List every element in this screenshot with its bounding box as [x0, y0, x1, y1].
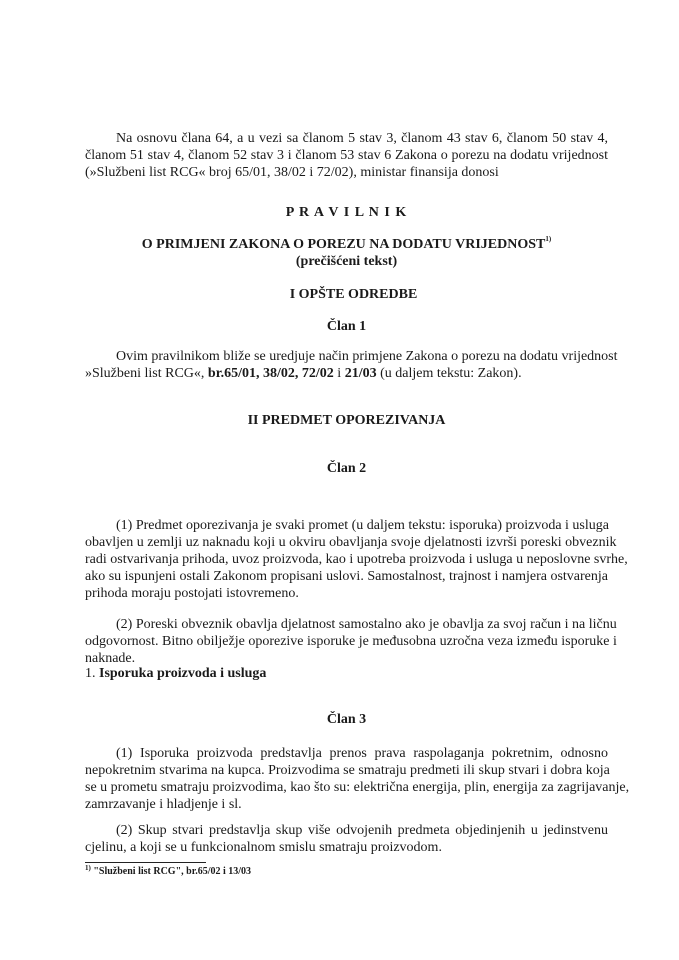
text-line	[85, 365, 608, 382]
text-segment: 21/03	[344, 366, 377, 381]
text-line: obavljen u zemlji uz naknadu koji u okviru obavljanja svoje djelatnosti izvrši poreski obveznik	[85, 535, 617, 550]
text-line: (1) Isporuka proizvoda predstavlja prenos prava raspolaganja pokretnim, odnosno	[116, 746, 608, 761]
text-line: (»Službeni list RCG« broj 65/01, 38/02 i 72/02), ministar finansija donosi	[85, 165, 499, 180]
text-segment: br.65/01, 38/02, 72/02	[207, 366, 334, 381]
document-title: P R A V I L N I K	[285, 205, 408, 220]
text-line: ako su ispunjeni ostali Zakonom propisani uslovi. Samostalnost, trajnost i namjera ostvarenja	[85, 569, 608, 584]
text-line: članom 51 stav 4, članom 52 stav 3 i članom 53 stav 6 Zakona o porezu na dodatu vrijednost	[85, 148, 608, 163]
subtitle-note: (prečišćeni tekst)	[295, 254, 398, 269]
article-heading-1: Član 1	[326, 319, 367, 334]
subsection-title: Isporuka proizvoda i usluga	[99, 666, 267, 681]
article-3-paragraph-2	[85, 822, 608, 856]
section-heading-1: I OPŠTE ODREDBE	[289, 287, 418, 302]
article-2-paragraph-2	[85, 616, 617, 667]
intro-paragraph	[85, 130, 608, 181]
subsection-number: 1.	[85, 666, 99, 681]
footnote-ref: 1)	[545, 235, 552, 243]
text-line: prihoda moraju postojati istovremeno.	[85, 586, 299, 601]
text-line: cjelinu, a koji se u funkcionalnom smislu smatraju proizvodom.	[85, 840, 442, 855]
text-line: odgovornost. Bitno obilježje oporezive isporuke je međusobna uzročna veza između isporuke i	[85, 634, 617, 649]
subtitle-text: O PRIMJENI ZAKONA O POREZU NA DODATU VRIJEDNOST	[141, 237, 546, 252]
text-line: (2) Poreski obveznik obavlja djelatnost samostalno ako je obavlja za svoj račun i na ličnu	[116, 617, 617, 632]
footnote-separator	[85, 862, 206, 863]
article-heading-2: Član 2	[326, 461, 367, 476]
text-line: Na osnovu člana 64, a u vezi sa članom 5 stav 3, članom 43 stav 6, članom 50 stav 4,	[116, 131, 608, 146]
footnote-mark: 1)	[85, 864, 91, 872]
article-3-paragraph-1	[85, 745, 630, 813]
article-heading-3: Član 3	[326, 712, 367, 727]
text-line: Ovim pravilnikom bliže se uredjuje način primjene Zakona o porezu na dodatu vrijednost	[116, 349, 618, 364]
text-line: zamrzavanje i hladjenje i sl.	[85, 797, 242, 812]
footnote-text: "Službeni list RCG", br.65/02 i 13/03	[90, 866, 252, 877]
text-line: (2) Skup stvari predstavlja skup više odvojenih predmeta objedinjenih u jedinstvenu	[116, 823, 608, 838]
text-line: se u prometu smatraju proizvodima, kao što su: električna energija, plin, energija za zagrijavanje,	[85, 780, 630, 795]
section-heading-2: II PREDMET OPOREZIVANJA	[247, 413, 446, 428]
text-line: naknade.	[85, 651, 136, 666]
text-segment: »Službeni list RCG«,	[85, 366, 208, 381]
text-segment: (u daljem tekstu: Zakon).	[376, 366, 522, 381]
text-line: nepokretnim stvarima na kupca. Proizvodima se smatraju predmeti ili skup stvari i dobra koja	[85, 763, 610, 778]
text-line: radi ostvarivanja prihoda, uvoz proizvoda, kao i upotreba proizvoda i usluga u neposlovne svrhe,	[85, 552, 628, 567]
document-subtitle	[85, 237, 608, 253]
text-line: (1) Predmet oporezivanja je svaki promet (u daljem tekstu: isporuka) proizvoda i usluga	[116, 518, 609, 533]
text-segment: i	[333, 366, 345, 381]
article-1-paragraph	[85, 348, 618, 382]
article-2-paragraph-1	[85, 517, 628, 602]
subsection-heading	[85, 665, 608, 682]
footnote	[85, 866, 251, 877]
